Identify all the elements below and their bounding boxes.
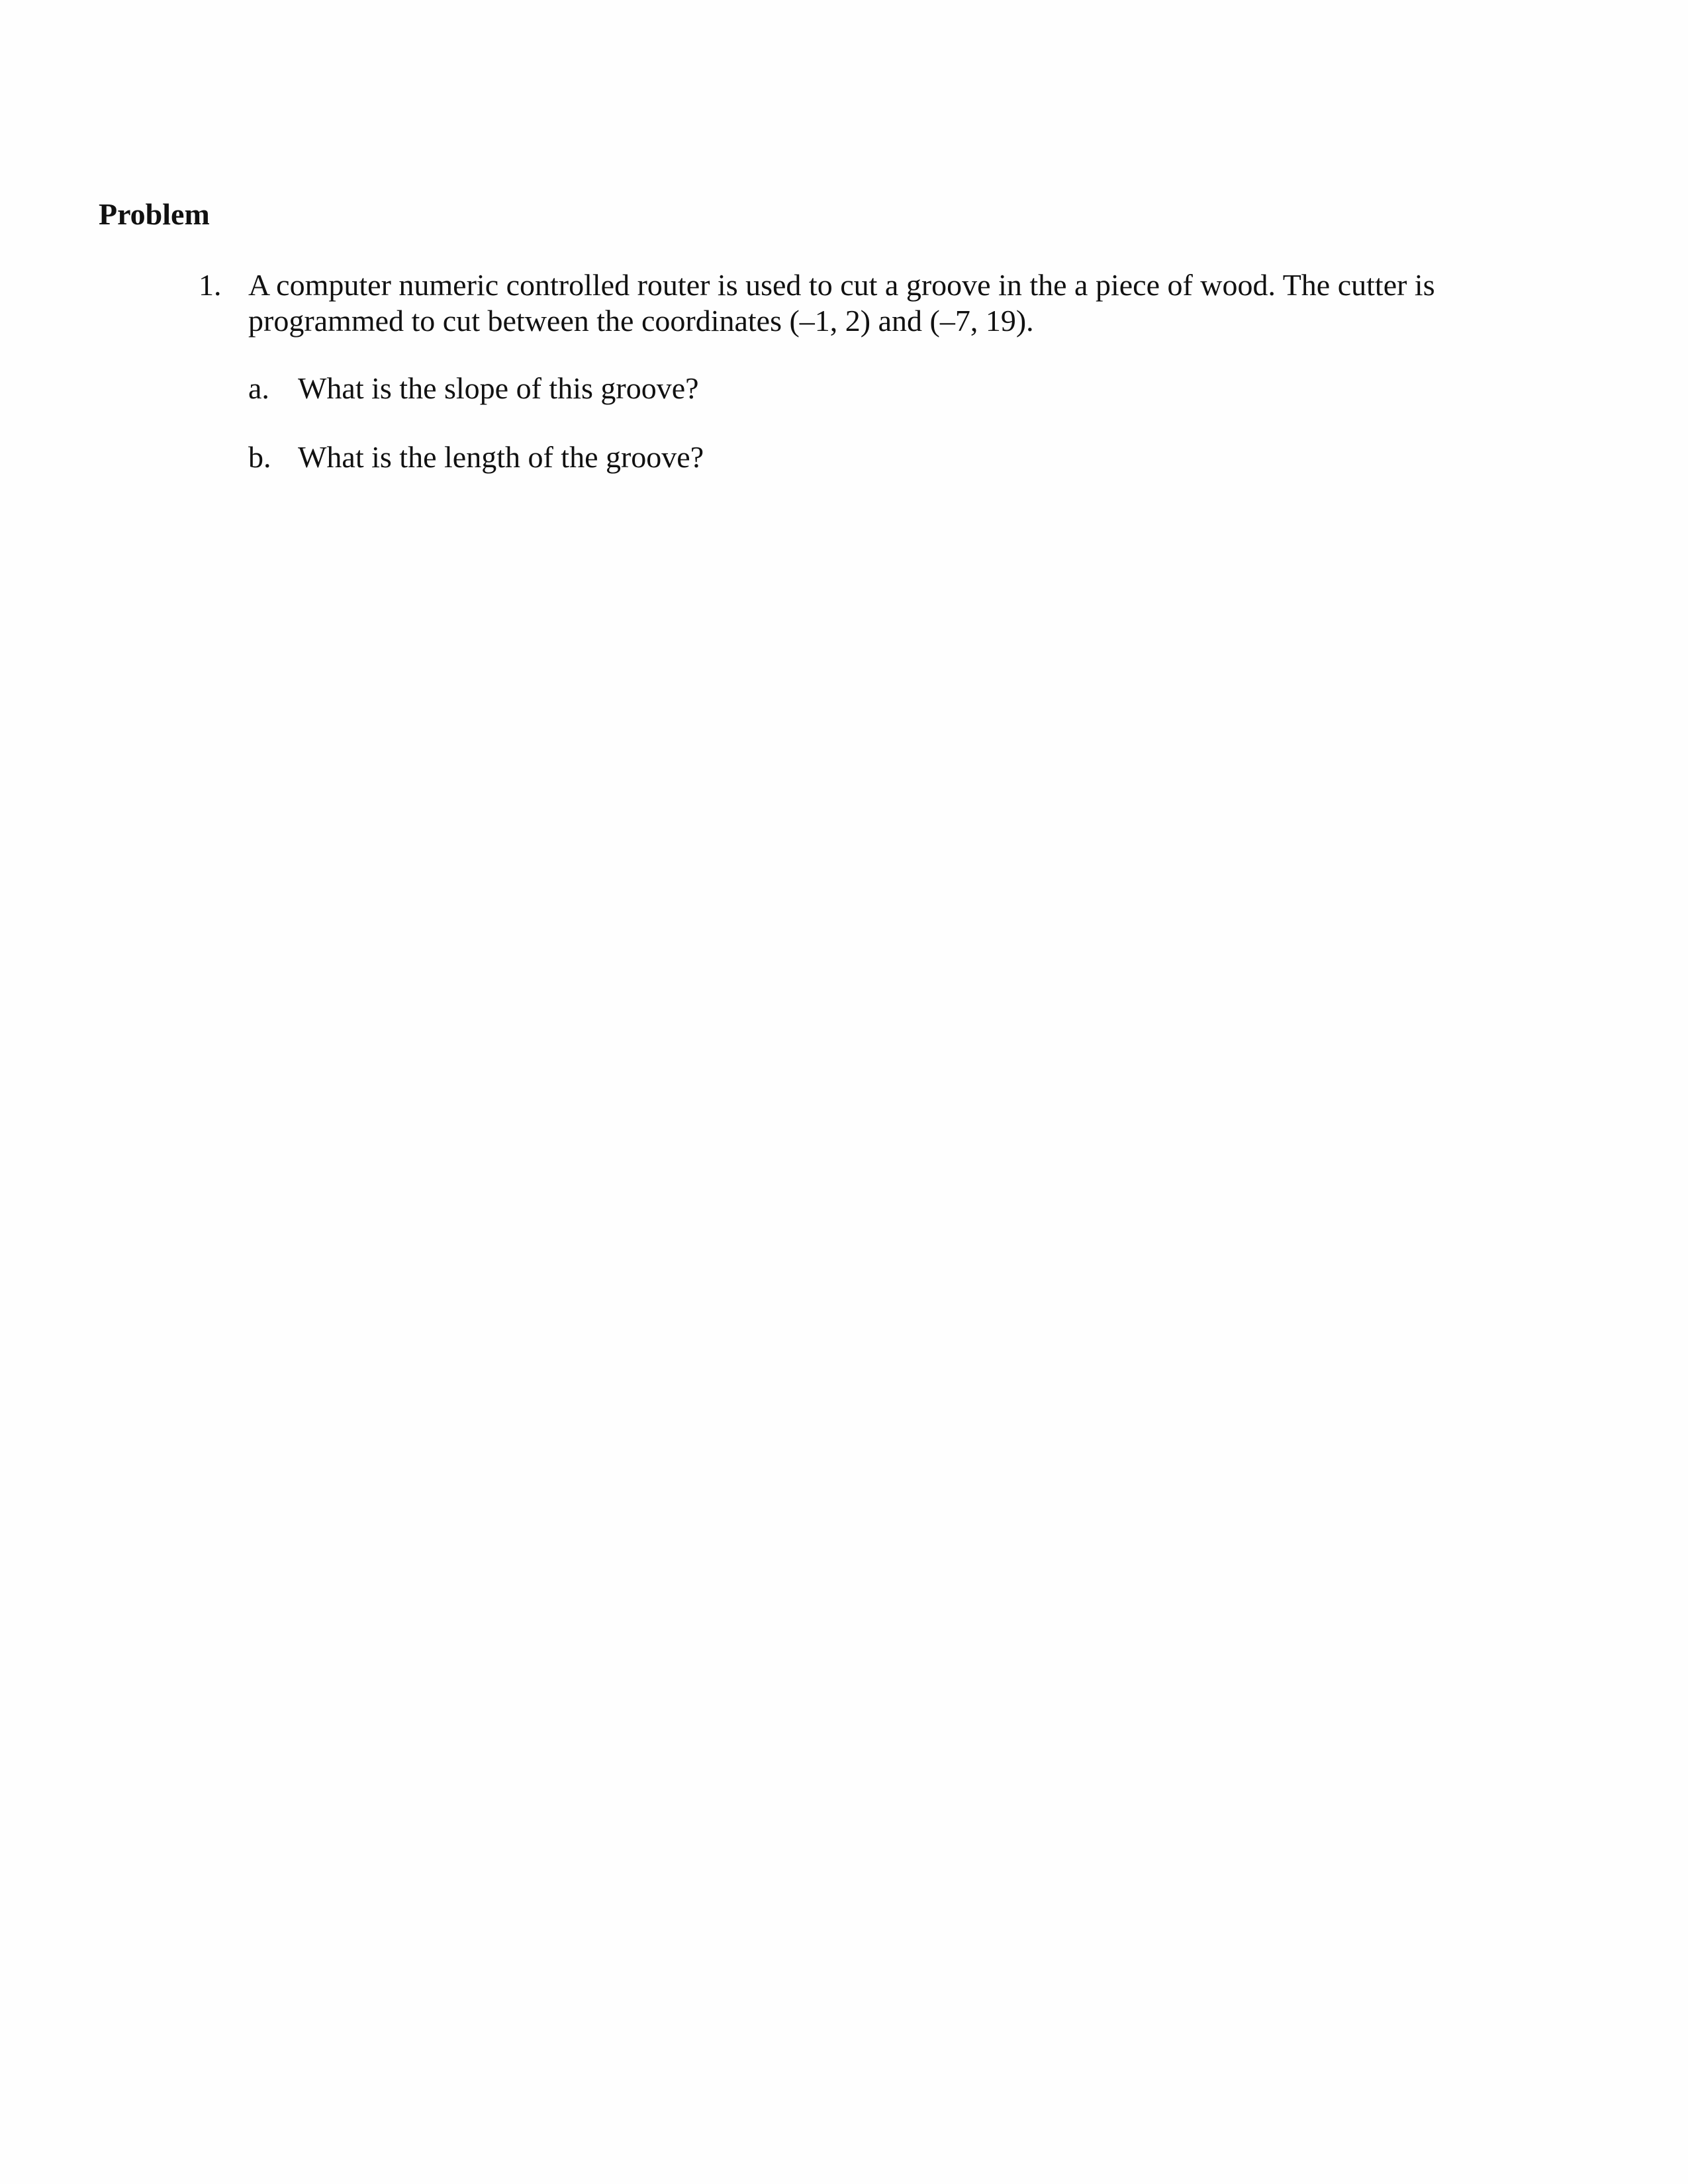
subpart-question: What is the length of the groove? xyxy=(298,440,704,474)
problem-text: A computer numeric controlled router is used to cut a groove in the a piece of wood. The cutter is programmed to cut between the coordinates (–1, 2) and (–7, 19). xyxy=(248,268,1435,338)
subpart-label: b. xyxy=(248,440,271,474)
section-heading: Problem xyxy=(99,197,210,231)
problem-number: 1. xyxy=(199,268,222,302)
subpart-question: What is the slope of this groove? xyxy=(298,371,699,405)
subpart-label: a. xyxy=(248,371,269,405)
